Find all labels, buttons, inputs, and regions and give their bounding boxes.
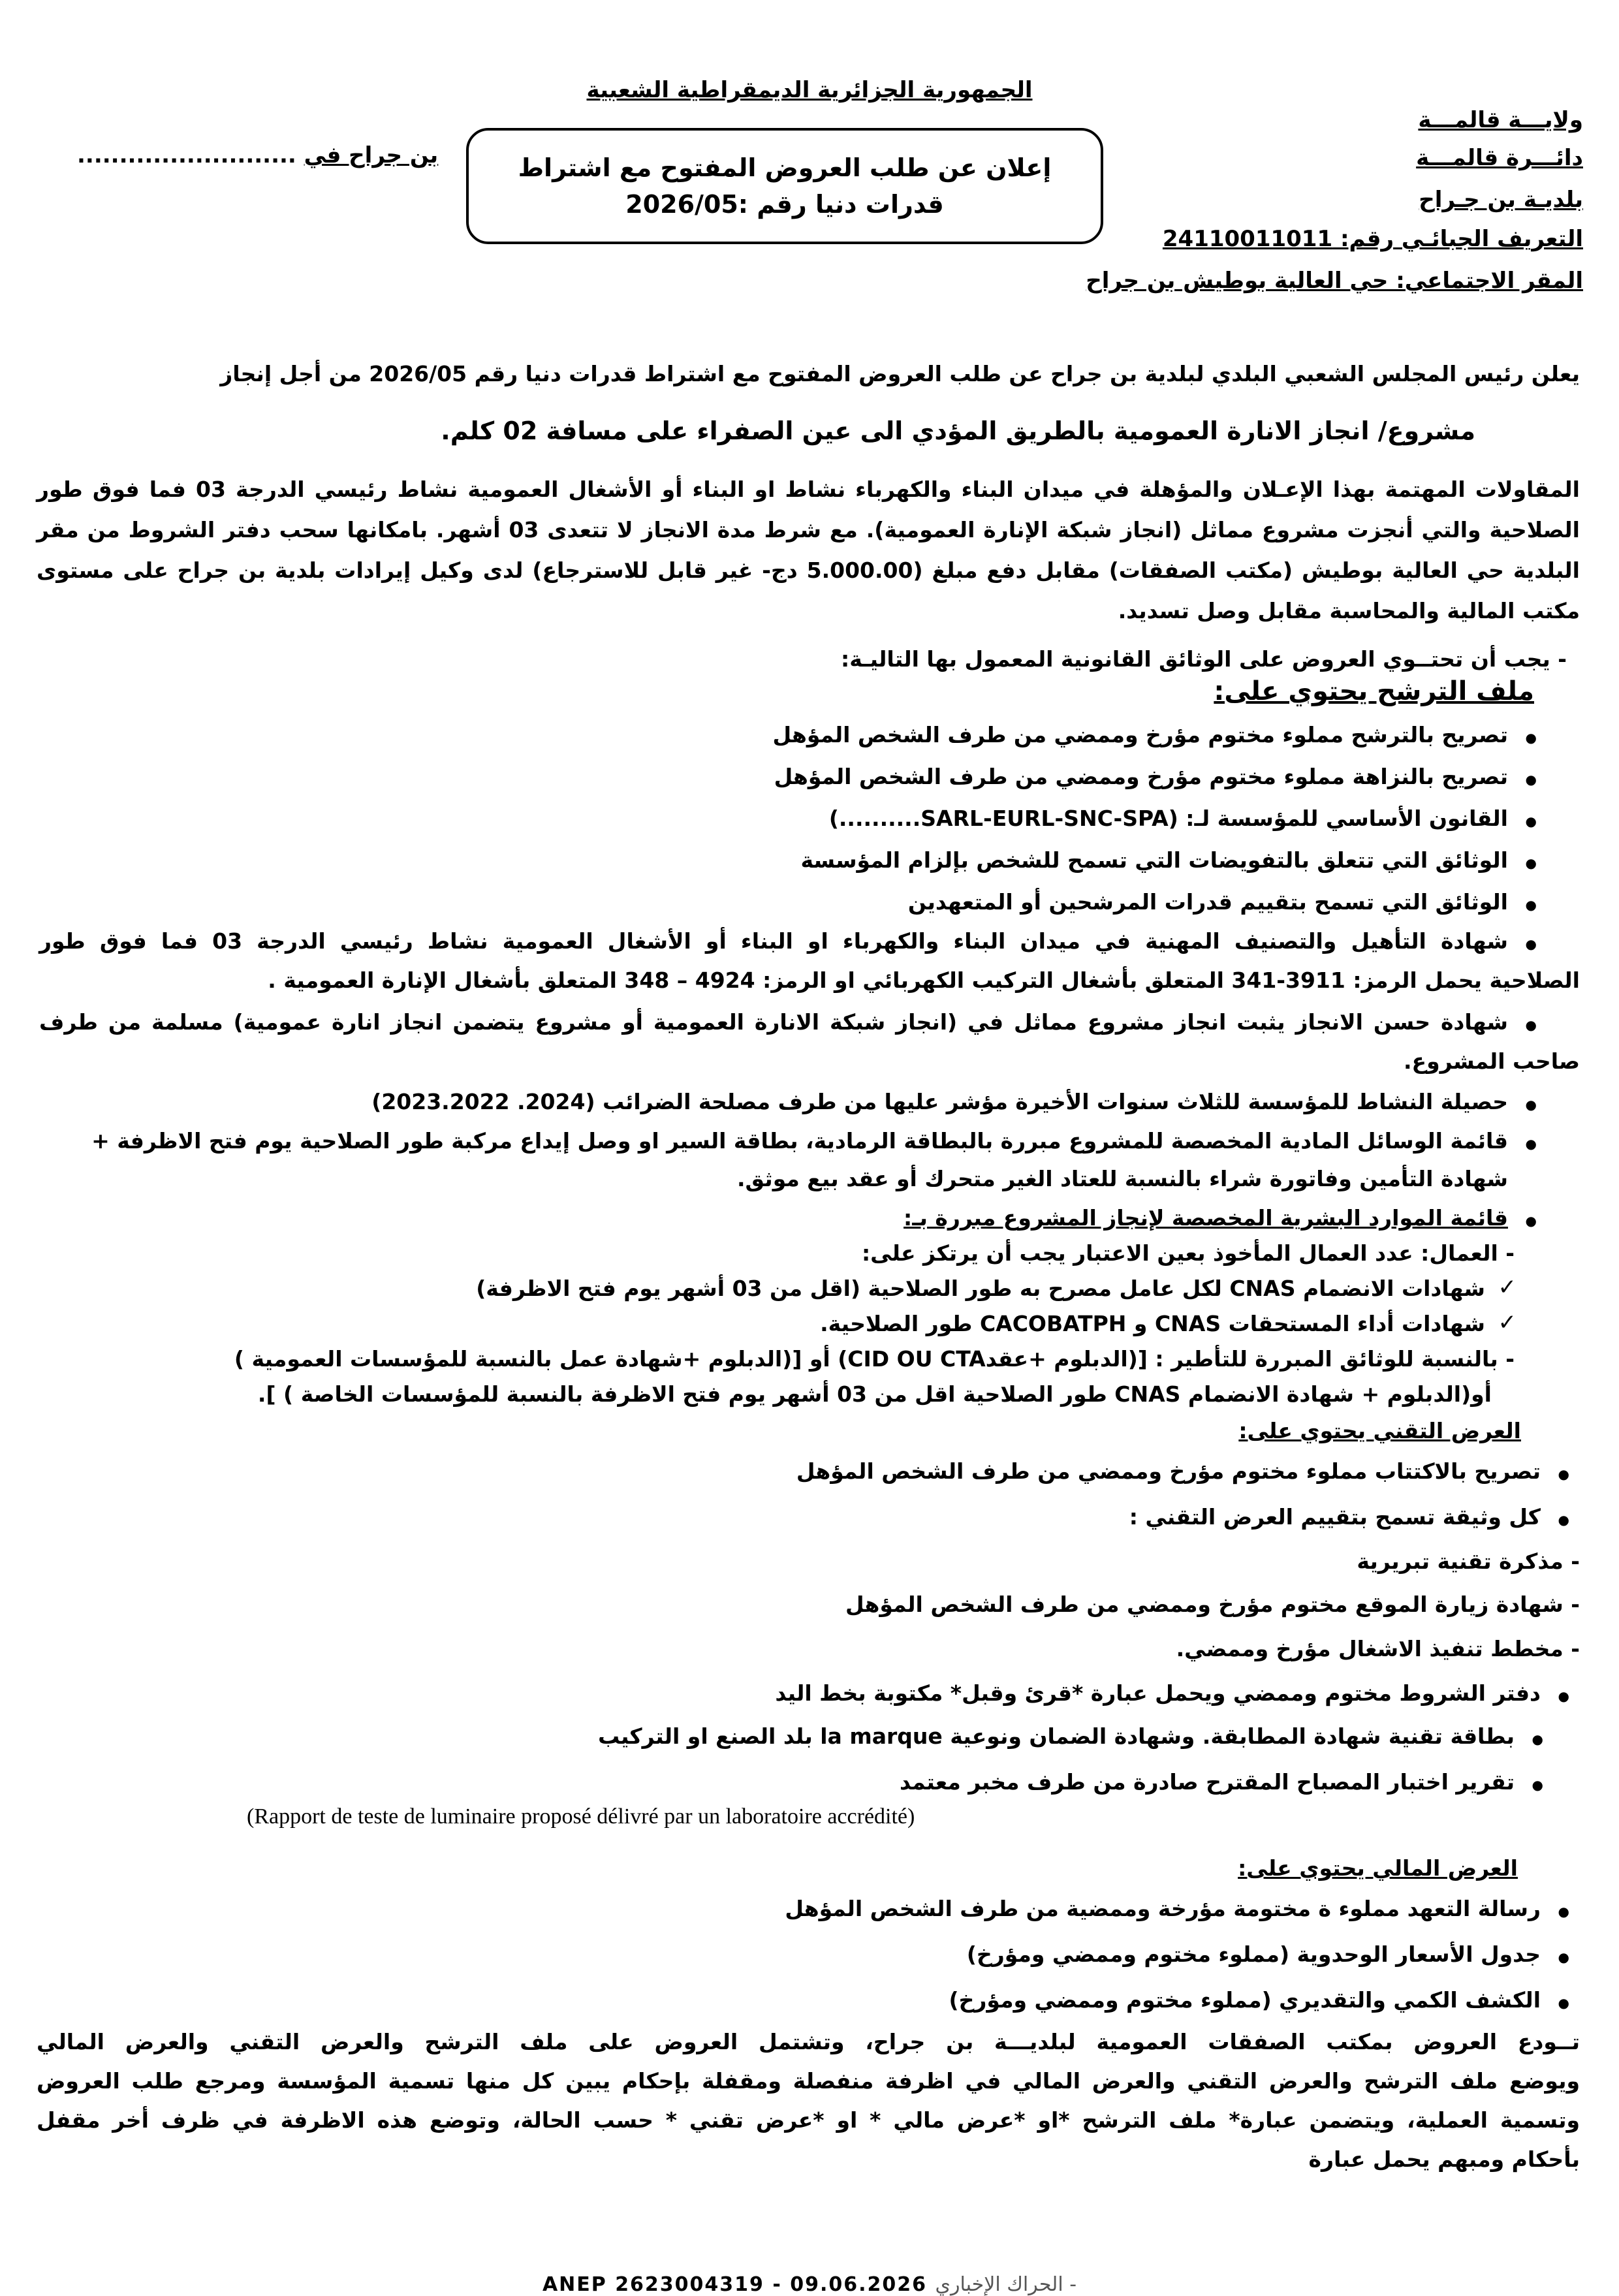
place-date-line: [77, 142, 438, 168]
closing-line3: وتسمية العملية، ويتضمن عبارة* ملف الترشح *او *عرض مالي * او *عرض تقني * حسب الحالة، وتوضع هذه الاظرفة في ظرف أخر مقفل: [37, 2107, 1580, 2133]
closing-line2: ويوضع ملف الترشح والعرض التقني والعرض المالي في اظرفة منفصلة ومقفلة بإحكام يبين كل منها تسمية المؤسسة ومرجع طلب العروض: [37, 2068, 1580, 2094]
specifications-line: ● دفتر الشروط مختوم وممضي ويحمل عبارة *قرئ وقبل* مكتوبة بخط اليد: [775, 1680, 1541, 1706]
qualification-line1: ● شهادة التأهيل والتصنيف المهنية في ميدان البناء والكهرباء او البناء أو الأشغال العمومية نشاط رئيسي الدرجة 03 فما فوق طور: [39, 928, 1508, 954]
intro-line: يعلن رئيس المجلس الشعبي البلدي لبلدية بن جراح عن طلب العروض المفتوح مع اشتراط قدرات دنيا رقم 2026/05 من أجل إنجاز: [220, 361, 1580, 386]
candidacy-item-3: ● القانون الأساسي للمؤسسة لـ: (SARL-EURL-SNC-SPA..........): [829, 806, 1508, 831]
technical-card-line: ● بطاقة تقنية شهادة المطابقة. وشهادة الضمان ونوعية la marque بلد الصنع او التركيب: [598, 1723, 1515, 1749]
qualification-line2: الصلاحية يحمل الرمز: 3911-341 المتعلق بأشغال التركيب الكهربائي او الرمز: 4924 – 348 المتعلق بأشغال الإنارة العمومية .: [268, 967, 1580, 993]
closing-line4: بأحكام ومبهم يحمل عبارة: [1308, 2147, 1580, 2172]
candidacy-item-2: ● تصريح بالنزاهة مملوء مختوم مؤرخ وممضي من طرف الشخص المؤهل: [774, 764, 1508, 789]
financial-item-2: ● جدول الأسعار الوحدوية (مملوء مختوم وممضي ومؤرخ): [967, 1942, 1541, 1967]
activity-balance: ● حصيلة النشاط للمؤسسة للثلاث سنوات الأخيرة مؤشر عليها من طرف مصلحة الضرائب (2024. 2023.2022): [371, 1089, 1508, 1114]
technical-dash-1: - مذكرة تقنية تبريرية: [1357, 1549, 1580, 1574]
human-resources-heading: ● قائمة الموارد البشرية المخصصة لإنجاز المشروع مبررة بـ:: [904, 1205, 1508, 1231]
wilaya-label: ولايـــة قالمـــة: [1418, 107, 1583, 133]
place-dots: ..........................: [77, 142, 296, 168]
para1-line1: المقاولات المهتمة بهذا الإعـلان والمؤهلة في ميدان البناء والكهرباء نشاط او البناء أو الأشغال العمومية نشاط رئيسي الدرجة 03 فما فوق طور: [37, 477, 1580, 502]
must-contain-line: - يجب أن تحتــوي العروض على الوثائق القانونية المعمول بها التاليـة:: [841, 646, 1567, 672]
technical-item-2: ● كل وثيقة تسمح بتقييم العرض التقني :: [1129, 1504, 1541, 1530]
good-completion-line2: صاحب المشروع.: [1403, 1048, 1580, 1074]
material-means-line2: شهادة التأمين وفاتورة شراء بالنسبة للعتاد الغير متحرك أو عقد بيع موثق.: [737, 1166, 1508, 1191]
notice-title-line1: إعلان عن طلب العروض المفتوح مع اشتراط: [518, 153, 1052, 182]
technical-item-1: ● تصريح بالاكتتاب مملوء مختوم مؤرخ وممضي من طرف الشخص المؤهل: [796, 1458, 1541, 1484]
good-completion-line1: ● شهادة حسن الانجاز يثبت انجاز مشروع مماثل في (انجاز شبكة الانارة العمومية أو مشروع يتضمن انجاز انارة عمومية) مسلمة من طرف: [39, 1009, 1508, 1035]
supervision-line2: أو(الدبلوم + شهادة الانضمام CNAS طور الصلاحية اقل من 03 أشهر يوم فتح الاظرفة بالنسبة للمؤسسات الخاصة ) ].: [257, 1381, 1492, 1407]
financial-item-1: ● رسالة التعهد مملوء ة مختومة مؤرخة وممضية من طرف الشخص المؤهل: [785, 1896, 1541, 1921]
commune-label: بلديـة بن جـراح: [1419, 187, 1583, 213]
technical-heading: العرض التقني يحتوي على:: [1238, 1418, 1521, 1443]
supervision-line1: - بالنسبة للوثائق المبررة للتأطير : [(الدبلوم +عقدCID OU CTA) أو [(الدبلوم +شهادة عمل بالنسبة للمؤسسات العمومية ): [234, 1346, 1515, 1372]
daira-label: دائـــرة قالمـــة: [1416, 145, 1583, 171]
project-title: مشروع/ انجاز الانارة العمومية بالطريق المؤدي الى عين الصفراء على مسافة 02 كلم.: [441, 417, 1475, 445]
financial-item-3: ● الكشف الكمي والتقديري (مملوء مختوم وممضي ومؤرخ): [949, 1987, 1541, 2013]
workers-line: - العمال: عدد العمال المأخوذ بعين الاعتبار يجب أن يرتكز على:: [861, 1240, 1515, 1266]
candidacy-item-5: ● الوثائق التي تسمح بتقييم قدرات المرشحين أو المتعهدين: [908, 889, 1508, 915]
lamp-test-report: ● تقرير اختبار المصباح المقترح صادرة من طرف مخبر معتمد: [900, 1769, 1515, 1795]
headquarters-address: المقر الاجتماعي: حي العالية بوطيش بن جراح: [1086, 268, 1583, 294]
para1-line4: مكتب المالية والمحاسبة مقابل وصل تسديد.: [1118, 598, 1580, 623]
notice-title-line2: قدرات دنيا رقم :2026/05: [625, 190, 944, 219]
candidacy-item-1: ● تصريح بالترشح مملوء مختوم مؤرخ وممضي من طرف الشخص المؤهل: [773, 722, 1508, 747]
footer-publication: الحراك الإخباري -: [935, 2273, 1077, 2296]
technical-dash-2: - شهادة زيارة الموقع مختوم مؤرخ وممضي من طرف الشخص المؤهل: [845, 1592, 1580, 1617]
material-means-line1: ● قائمة الوسائل المادية المخصصة للمشروع مبررة بالبطاقة الرمادية، بطاقة السير او وصل إيداع مركبة طور الصلاحية يوم فتح الاظرفة +: [91, 1128, 1508, 1154]
cnas-affiliation: ✓ شهادات الانضمام CNAS لكل عامل مصرح به طور الصلاحية (اقل من 03 أشهر يوم فتح الاظرفة): [476, 1276, 1485, 1301]
place-city: بن جراح في: [304, 142, 439, 168]
technical-dash-3: - مخطط تنفيذ الاشغال مؤرخ وممضي.: [1176, 1636, 1580, 1661]
para1-line2: الصلاحية والتي أنجزت مشروع مماثل (انجاز شبكة الإنارة العمومية). مع شرط مدة الانجاز لا تتعدى 03 أشهر. بامكانها سحب دفتر الشروط من مقر: [37, 517, 1580, 543]
republic-heading: الجمهورية الجزائرية الديمقراطية الشعبية: [586, 77, 1033, 103]
footer-reference: [0, 2273, 1619, 2296]
notice-title-box: [466, 128, 1103, 244]
candidacy-item-4: ● الوثائق التي تتعلق بالتفويضات التي تسمح للشخص بإلزام المؤسسة: [801, 847, 1508, 873]
tax-id: التعريف الجبائـي رقم: 24110011011: [1162, 226, 1583, 252]
para1-line3: البلدية حي العالية بوطيش (مكتب الصفقات) مقابل دفع مبلغ (5.000.00 دج- غير قابل للاسترجاع) لدى وكيل إيرادات بلدية بن جراح على مستوى: [37, 558, 1580, 583]
financial-heading: العرض المالي يحتوي على:: [1238, 1855, 1518, 1881]
closing-line1: تــودع العروض بمكتب الصفقات العمومية لبلديـــة بن جراح، وتشتمل العروض على ملف الترشح والعرض التقني والعرض المالي: [37, 2029, 1580, 2054]
cnas-payment: ✓ شهادات أداء المستحقات CNAS و CACOBATPH طور الصلاحية.: [820, 1311, 1485, 1336]
candidacy-heading: ملف الترشح يحتوي على:: [1214, 676, 1534, 706]
lamp-test-report-fr: (Rapport de teste de luminaire proposé délivré par un laboratoire accrédité): [247, 1804, 915, 1829]
footer-code: ANEP 2623004319 - 09.06.2026: [542, 2273, 928, 2296]
